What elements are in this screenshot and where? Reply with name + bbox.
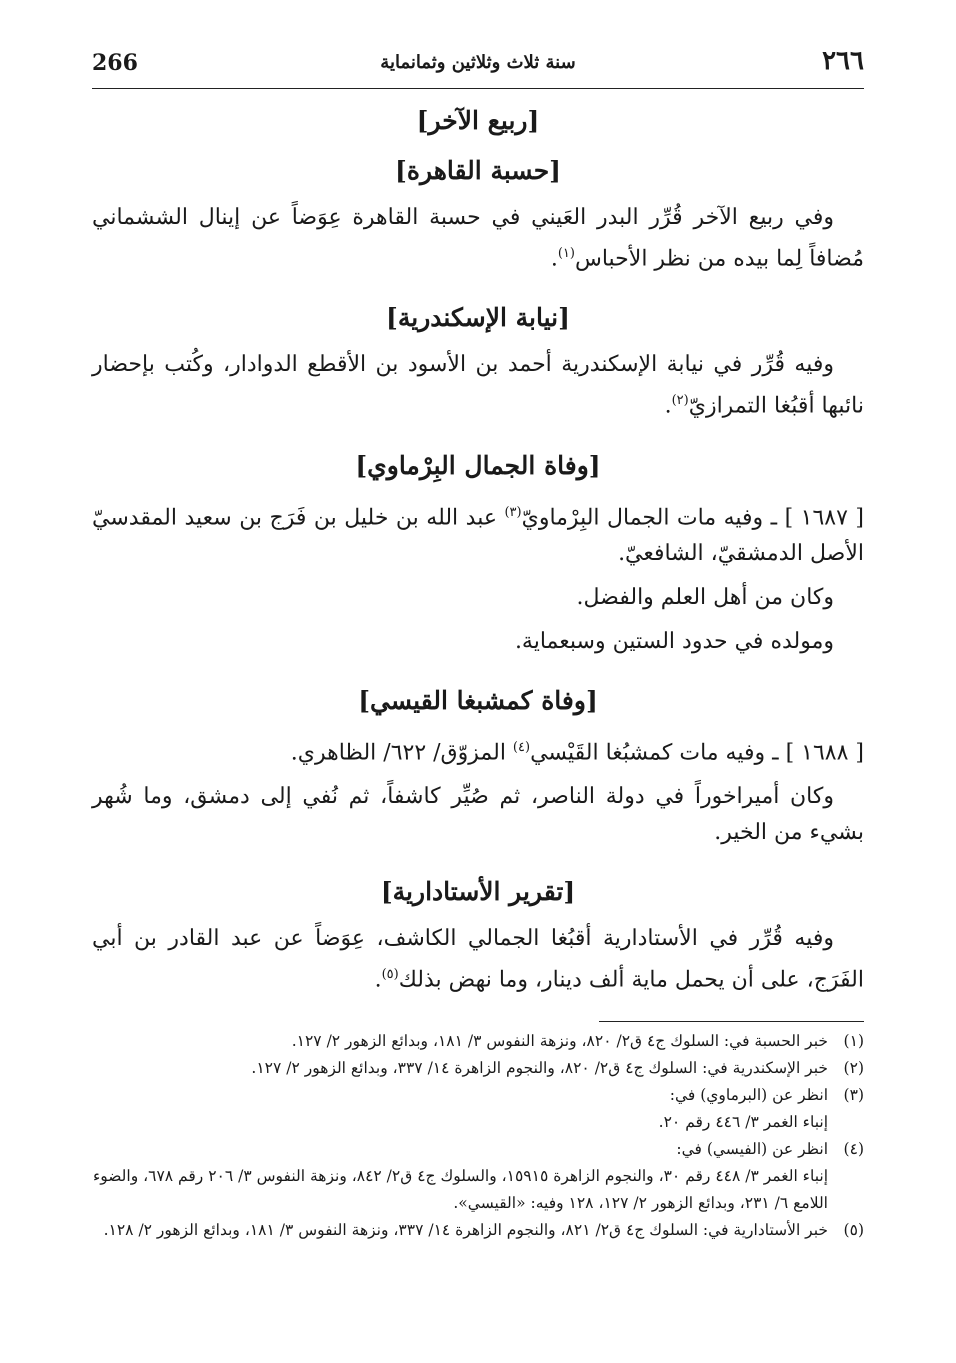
paragraph-ustadariya [92, 921, 864, 998]
footnote-separator [599, 1021, 864, 1022]
running-title: سنة ثلاث وثلاثين وثمانماية [380, 52, 576, 73]
footnote-5 [92, 1217, 864, 1244]
footnote-1 [92, 1028, 864, 1055]
entry-lead: [ ١٦٨٧ ] ـ وفيه مات الجمال البِرْماويّ [521, 504, 865, 530]
paragraph-hisba [92, 200, 864, 277]
section-heading-death-jamal: [وفاة الجمال البِرْماوي] [355, 450, 601, 480]
section-heading-alexandria: [نيابة الإسكندرية] [386, 303, 570, 333]
footnote-number: (٥) [843, 1220, 864, 1239]
footnote-intro: انظر عن (الفيسي) في: [676, 1139, 828, 1158]
footnote-intro: انظر عن (البرماوي) في: [669, 1085, 828, 1104]
footnote-source: إنباء الغمر ٣/ ٤٤٨ رقم ٣٠، والنجوم الزاهرة ١٥٩١٥، والسلوك ج٤ ق٢/ ٨٤٢، ونزهة النفوس ٣/ ٢٠٦ رقم ٦٧٨، والضوء اللامع ٦/ ٢٣١، وبدائع الزهور ٢/ ١٢٧، ١٢٨ وفيه: «القيسي». [92, 1166, 828, 1212]
footnote-marker: (٢) [671, 393, 689, 409]
footnote-text: خبر الإسكندرية في: السلوك ج٤ ق٢/ ٨٢٠، والنجوم الزاهرة ١٤/ ٣٣٧، وبدائع الزهور ٢/ ١٢٧. [251, 1058, 828, 1077]
footnote-marker: (١) [557, 246, 575, 261]
footnote-text: خبر الأستادارية في: السلوك ج٤ ق٢/ ٨٢١، والنجوم الزاهرة ١٤/ ٣٣٧، ونزهة النفوس ٣/ ١٨١، وبدائع الزهور ٢/ ١٢٨. [103, 1220, 828, 1239]
footnote-number: (٣) [843, 1085, 864, 1104]
paragraph-alexandria [92, 347, 864, 424]
entry-1688-line2: وكان أميراخوراً في دولة الناصر، ثم صُيِّر كاشفاً، ثم نُفي إلى دمشق، وما شُهر بشيء من الخير. [92, 784, 864, 846]
footnote-number: (٤) [843, 1139, 864, 1158]
footnote-2 [92, 1055, 864, 1082]
footnote-marker: (٥) [381, 967, 399, 983]
footnote-4 [92, 1136, 864, 1217]
entry-rest: المزوّق/ ٦٢٢/ الظاهري. [290, 740, 513, 766]
paragraph-text: وفيه قُرِّر في الأستادارية أقبُغا الجمالي الكاشف، عِوَضاً عن عبد القادر بن أبي الفَرَج، على أن يحمل ماية ألف دينار، وما نهض بذلك [92, 926, 864, 993]
footnote-3 [92, 1082, 864, 1136]
footnote-text [92, 1136, 828, 1217]
paragraph-tail: . [664, 393, 672, 419]
footnote-text [92, 1082, 828, 1136]
footnotes [92, 1028, 864, 1244]
section-heading-ustadariya: [تقرير الأستادارية] [380, 877, 576, 907]
entry-1687 [92, 495, 864, 572]
page-number-latin: 266 [92, 50, 138, 76]
paragraph-text: وفي ربيع الآخر قُرِّر البدر العَيني في حسبة القاهرة عِوَضاً عن إينال الششماني مُضافاً لِما بيده من نظر الأحباس [92, 205, 864, 272]
footnote-number: (٢) [843, 1058, 864, 1077]
paragraph-tail: . [550, 246, 558, 272]
footnote-marker: (٣) [504, 504, 522, 520]
footnote-marker: (٤) [512, 739, 531, 755]
section-heading-death-kumushbugha: [وفاة كمشبغا القيسي] [358, 685, 598, 715]
paragraph-tail: . [374, 967, 382, 993]
footnote-text: خبر الحسبة في: السلوك ج٤ ق٢/ ٨٢٠، ونزهة النفوس ٣/ ١٨١، وبدائع الزهور ٢/ ١٢٧. [291, 1031, 828, 1050]
entry-1687-line3: ومولده في حدود الستين وسبعماية. [514, 628, 834, 654]
entry-1687-line2: وكان من أهل العلم والفضل. [576, 584, 834, 610]
page-number-arabic: ٢٦٦ [822, 46, 864, 76]
entry-lead: [ ١٦٨٨ ] ـ وفيه مات كمشبُغا القَيْسي [530, 740, 864, 766]
entry-1688 [92, 730, 864, 771]
page-body [92, 98, 864, 1244]
paragraph-text: وفيه قُرِّر في نيابة الإسكندرية أحمد بن الأسود بن الأقطع الدوادار، وكُتب بإحضار نائبها أقبُغا التمرازيّ [92, 352, 864, 419]
entry-rest: عبد الله بن خليل بن فَرَج بن سعيد المقدسيّ الأصل الدمشقيّ، الشافعيّ. [92, 504, 864, 566]
footnote-source: إنباء الغمر ٣/ ٤٤٦ رقم ٢٠. [658, 1112, 828, 1131]
footnote-number: (١) [843, 1031, 864, 1050]
month-heading: [ربيع الآخر] [416, 106, 540, 135]
section-heading-hisba: [حسبة القاهرة] [395, 156, 561, 185]
page-header [92, 44, 864, 89]
